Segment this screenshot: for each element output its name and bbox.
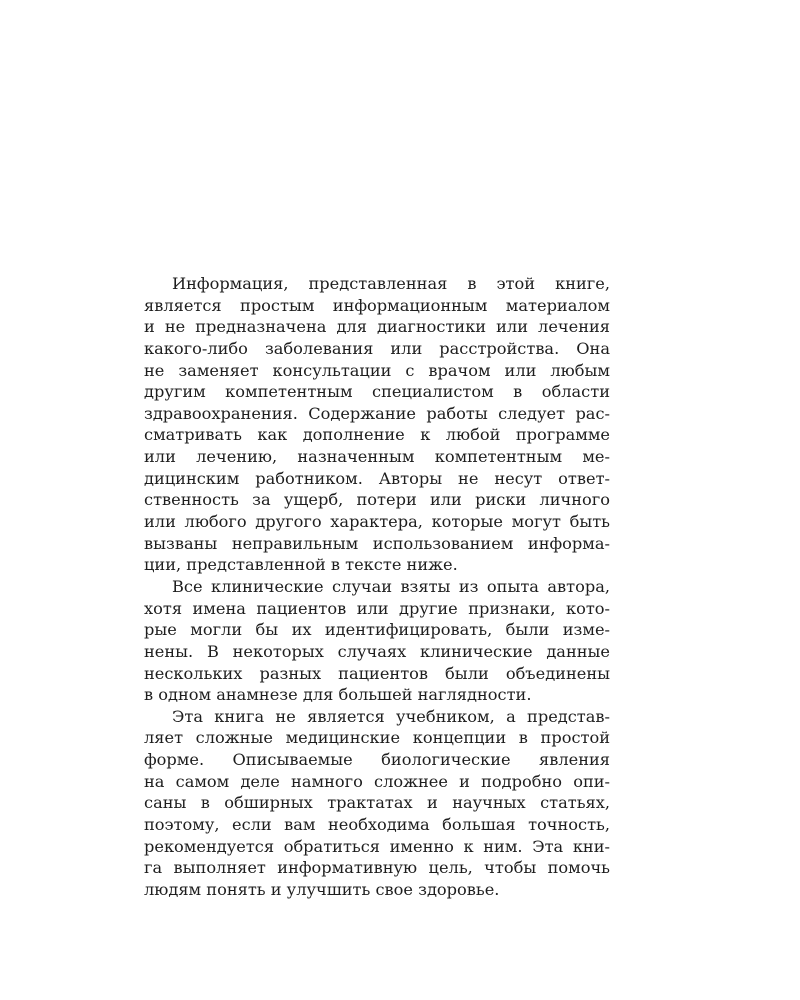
text-line: поэтому, если вам необходима большая точность,	[144, 815, 610, 835]
text-line: рые могли бы их идентифицировать, были изме-	[144, 620, 610, 640]
text-line: является простым информационным материалом	[144, 295, 610, 315]
disclaimer-paragraph-2	[144, 576, 610, 706]
text-line: какого-либо заболевания или расстройства. Она	[144, 338, 610, 358]
text-line: Эта книга не является учебником, а представ-	[172, 706, 610, 726]
text-line: здравоохранения. Содержание работы следует рас-	[144, 403, 610, 423]
disclaimer-paragraph-1	[144, 273, 610, 576]
text-line: людям понять и улучшить свое здоровье.	[144, 879, 500, 899]
text-line: ляет сложные медицинские концепции в простой	[144, 728, 610, 748]
text-line: на самом деле намного сложнее и подробно опи-	[144, 771, 610, 791]
text-line: нескольких разных пациентов были объединены	[144, 663, 610, 683]
text-line: ственность за ущерб, потери или риски личного	[144, 490, 610, 510]
disclaimer-paragraph-3	[144, 706, 610, 901]
text-line: сматривать как дополнение к любой программе	[144, 425, 610, 445]
text-line: рекомендуется обратиться именно к ним. Эта кни-	[144, 836, 610, 856]
text-line: га выполняет информативную цель, чтобы помочь	[144, 858, 610, 878]
text-line: вызваны неправильным использованием информа-	[144, 533, 610, 553]
text-line: хотя имена пациентов или другие признаки, кото-	[144, 598, 610, 618]
text-line: в одном анамнезе для большей наглядности.	[144, 685, 532, 705]
text-line: Информация, представленная в этой книге,	[172, 274, 610, 293]
text-line: или любого другого характера, которые могут быть	[144, 512, 610, 532]
text-line: или лечению, назначенным компетентным ме-	[144, 447, 610, 467]
disclaimer-text	[144, 273, 610, 901]
text-line: другим компетентным специалистом в области	[144, 382, 610, 402]
text-line: Все клинические случаи взяты из опыта автора,	[172, 576, 610, 596]
text-line: ции, представленной в тексте ниже.	[144, 555, 458, 575]
text-line: нены. В некоторых случаях клинические данные	[144, 641, 610, 661]
text-line: форме. Описываемые биологические явления	[144, 750, 610, 770]
text-line: саны в обширных трактатах и научных статьях,	[144, 793, 610, 813]
text-line: дицинским работником. Авторы не несут ответ-	[144, 468, 610, 488]
text-line: не заменяет консультации с врачом или любым	[144, 360, 610, 380]
text-line: и не предназначена для диагностики или лечения	[144, 317, 610, 337]
